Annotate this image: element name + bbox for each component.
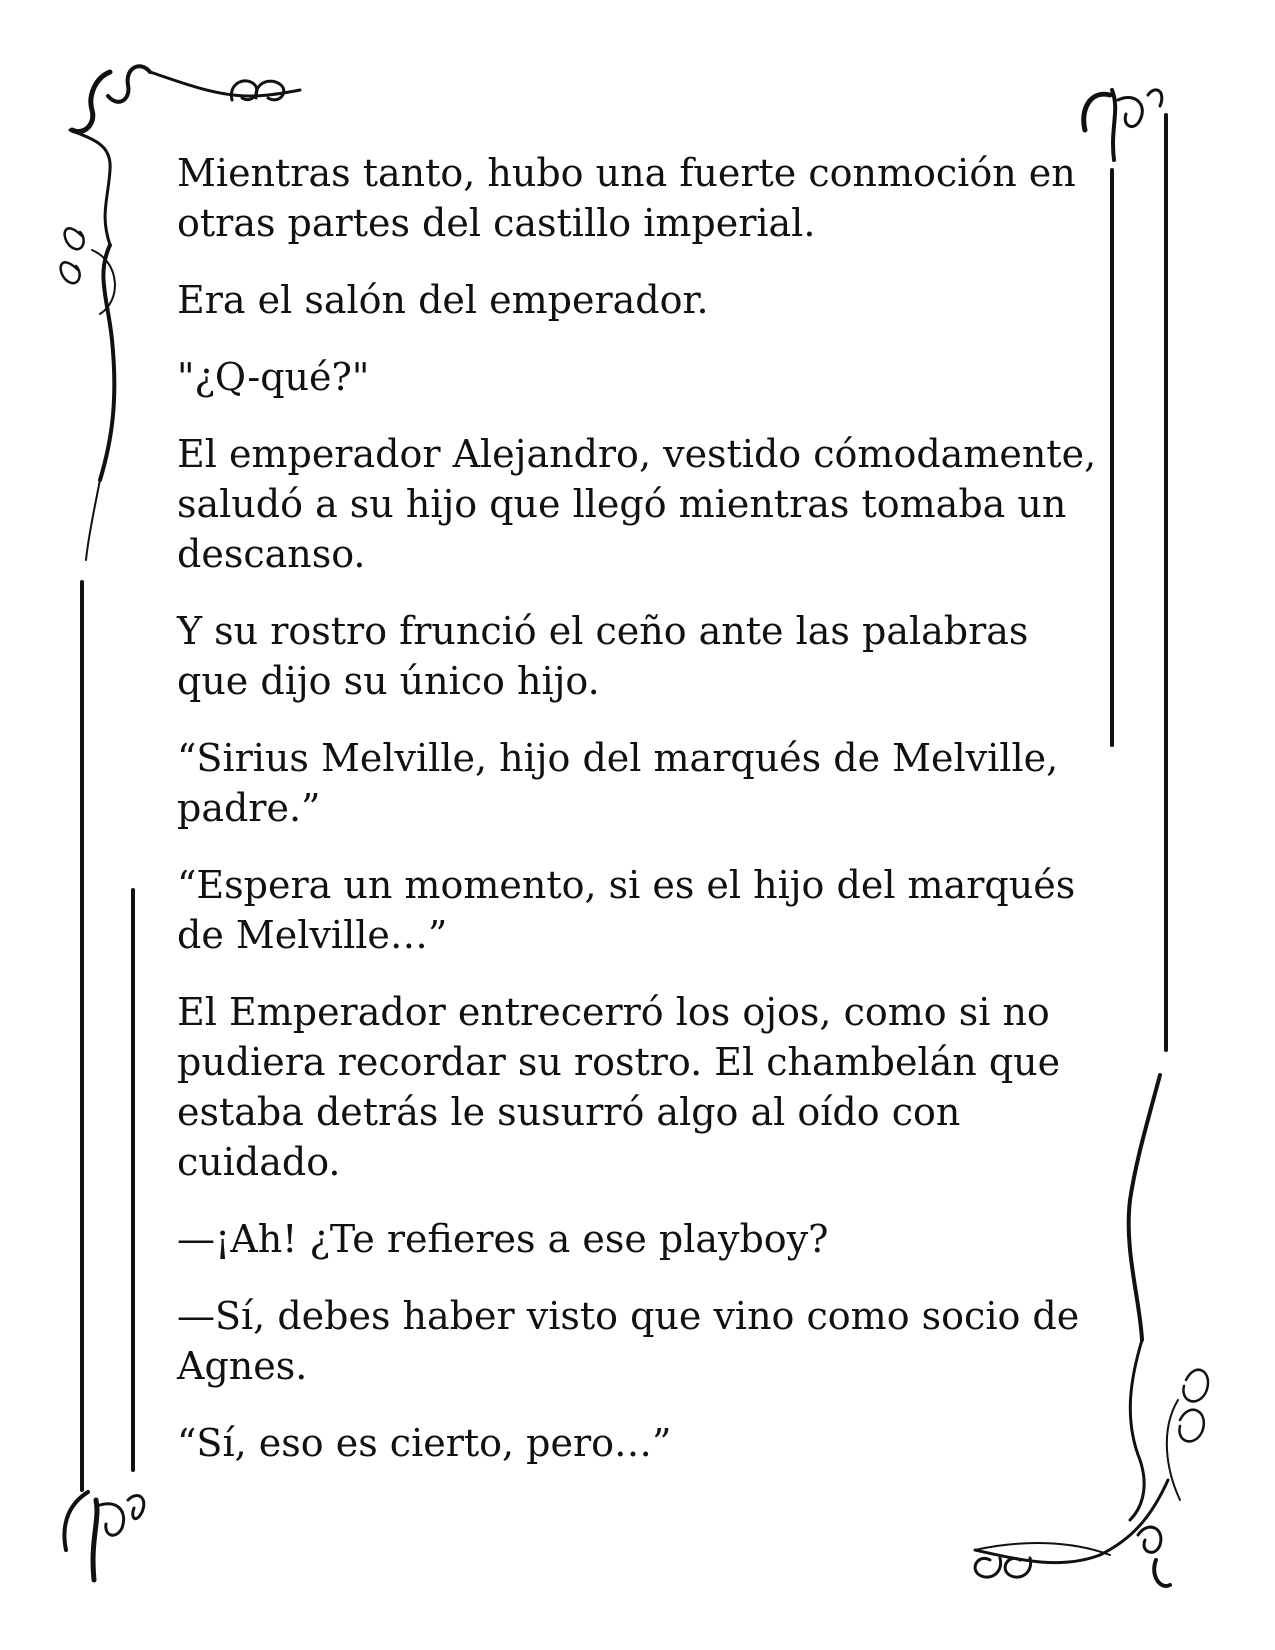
- paragraph: —Sí, debes haber visto que vino como socio de Agnes.: [177, 1294, 1080, 1388]
- paragraph: —¡Ah! ¿Te refieres a ese playboy?: [177, 1217, 829, 1261]
- paragraph: Mientras tanto, hubo una fuerte conmoción en otras partes del castillo imperial.: [177, 151, 1076, 245]
- paragraph: Era el salón del emperador.: [177, 278, 709, 322]
- paragraph: "¿Q-qué?": [177, 355, 370, 399]
- paragraph: Y su rostro frunció el ceño ante las palabras que dijo su único hijo.: [177, 609, 1029, 703]
- flourish-bottom-left-icon: [64, 1492, 143, 1580]
- paragraph: El emperador Alejandro, vestido cómodamente, saludó a su hijo que llegó mientras tomaba un descanso.: [177, 432, 1097, 576]
- document-body: [177, 148, 1097, 1495]
- paragraph: “Sirius Melville, hijo del marqués de Melville, padre.”: [177, 736, 1059, 830]
- paragraph: El Emperador entrecerró los ojos, como si no pudiera recordar su rostro. El chambelán que estaba detrás le susurró algo al oído con cuidado.: [177, 990, 1061, 1184]
- paragraph: “Sí, eso es cierto, pero…”: [177, 1421, 672, 1465]
- paragraph: “Espera un momento, si es el hijo del marqués de Melville…”: [177, 863, 1076, 957]
